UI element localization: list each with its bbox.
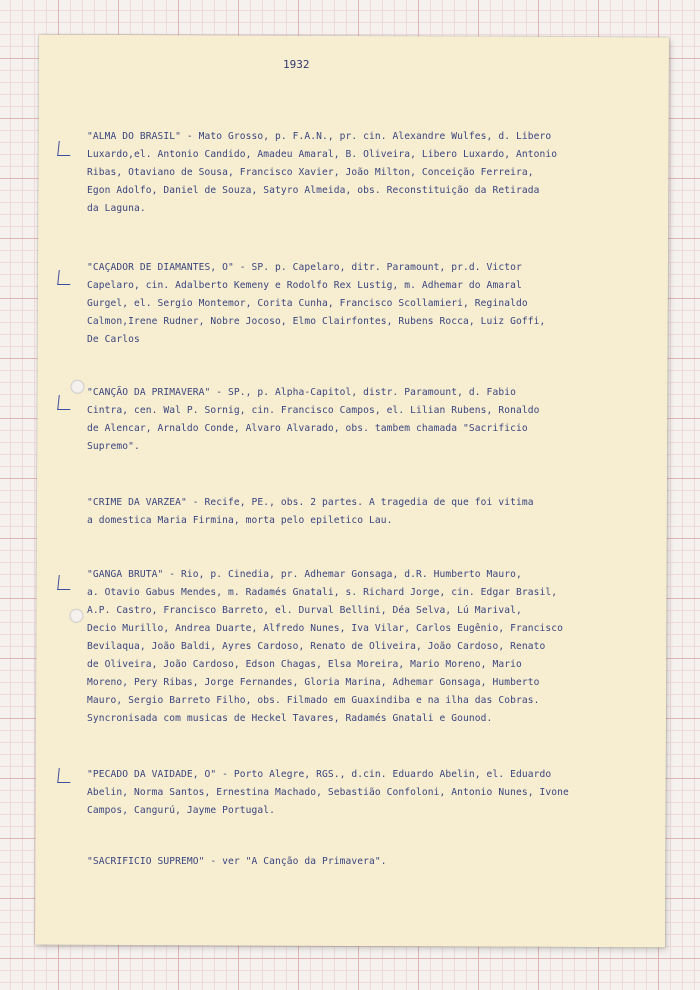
entry-line: de Alencar, Arnaldo Conde, Alvaro Alvarado, obs. tambem chamada "Sacrificio: [87, 423, 528, 434]
entry-line: Cintra, cen. Wal P. Sornig, cin. Francisco Campos, el. Lilian Rubens, Ronaldo: [87, 405, 540, 416]
handwritten-check-mark: [57, 395, 72, 410]
page-year-heading: 1932: [283, 58, 310, 71]
entry-line: Syncronisada com musicas de Heckel Tavares, Radamés Gnatali e Gounod.: [87, 713, 493, 724]
film-entry-ganga-bruta: [87, 566, 617, 728]
film-entry-pecado-da-vaidade: [87, 766, 617, 820]
handwritten-check-mark: [57, 575, 72, 590]
entry-line: Campos, Cangurú, Jayme Portugal.: [87, 805, 276, 816]
entry-line: Bevilaqua, João Baldi, Ayres Cardoso, Renato de Oliveira, João Cardoso, Renato: [87, 641, 546, 652]
entry-line: "PECADO DA VAIDADE, O" - Porto Alegre, RGS., d.cin. Eduardo Abelin, el. Eduardo: [87, 769, 552, 780]
entry-line: Moreno, Pery Ribas, Jorge Fernandes, Gloria Marina, Adhemar Gonsaga, Humberto: [87, 677, 540, 688]
entry-line: Abelin, Norma Santos, Ernestina Machado, Sebastião Confoloni, Antonio Nunes, Ivone: [87, 787, 569, 798]
film-entry-cacador-de-diamantes: [87, 259, 617, 349]
entry-line: De Carlos: [87, 334, 140, 345]
entry-line: "ALMA DO BRASIL" - Mato Grosso, p. F.A.N., pr. cin. Alexandre Wulfes, d. Libero: [87, 131, 552, 142]
film-entry-crime-da-varzea: [87, 494, 617, 530]
film-entry-sacrificio-supremo: [87, 853, 617, 871]
punch-hole: [69, 609, 83, 623]
handwritten-check-mark: [57, 270, 72, 285]
entry-line: Supremo".: [87, 441, 140, 452]
entry-line: Egon Adolfo, Daniel de Souza, Satyro Almeida, obs. Reconstituição da Retirada: [87, 185, 540, 196]
entry-line: Capelaro, cin. Adalberto Kemeny e Rodolfo Rex Lustig, m. Adhemar do Amaral: [87, 280, 522, 291]
entry-line: Gurgel, el. Sergio Montemor, Corita Cunha, Francisco Scollamieri, Reginaldo: [87, 298, 528, 309]
entry-line: A.P. Castro, Francisco Barreto, el. Durval Bellini, Déa Selva, Lú Marival,: [87, 605, 522, 616]
film-entry-alma-do-brasil: [87, 128, 617, 218]
punch-hole: [70, 380, 84, 394]
entry-line: "CANÇÃO DA PRIMAVERA" - SP., p. Alpha-Capitol, distr. Paramount, d. Fabio: [87, 387, 516, 398]
entry-line: Mauro, Sergio Barreto Filho, obs. Filmado em Guaxindiba e na ilha das Cobras.: [87, 695, 540, 706]
entry-line: Decio Murillo, Andrea Duarte, Alfredo Nunes, Iva Vilar, Carlos Eugênio, Francisco: [87, 623, 563, 634]
entry-line: "CAÇADOR DE DIAMANTES, O" - SP. p. Capelaro, ditr. Paramount, pr.d. Victor: [87, 262, 522, 273]
entry-line: da Laguna.: [87, 203, 146, 214]
entry-line: "SACRIFICIO SUPREMO" - ver "A Canção da Primavera".: [87, 856, 387, 867]
handwritten-check-mark: [57, 768, 72, 783]
entry-line: a. Otavio Gabus Mendes, m. Radamés Gnatali, s. Richard Jorge, cin. Edgar Brasil,: [87, 587, 558, 598]
film-entry-cancao-da-primavera: [87, 384, 617, 456]
entry-line: a domestica Maria Firmina, morta pelo epiletico Lau.: [87, 515, 393, 526]
entry-line: "CRIME DA VARZEA" - Recife, PE., obs. 2 partes. A tragedia de que foi vitima: [87, 497, 534, 508]
entry-line: Ribas, Otaviano de Sousa, Francisco Xavier, João Milton, Conceição Ferreira,: [87, 167, 534, 178]
entry-line: de Oliveira, João Cardoso, Edson Chagas, Elsa Moreira, Mario Moreno, Mario: [87, 659, 522, 670]
handwritten-check-mark: [57, 141, 72, 156]
entry-line: Luxardo,el. Antonio Candido, Amadeu Amaral, B. Oliveira, Libero Luxardo, Antonio: [87, 149, 558, 160]
entry-line: Calmon,Irene Rudner, Nobre Jocoso, Elmo Clairfontes, Rubens Rocca, Luiz Goffi,: [87, 316, 546, 327]
entry-line: "GANGA BRUTA" - Rio, p. Cinedia, pr. Adhemar Gonsaga, d.R. Humberto Mauro,: [87, 569, 522, 580]
